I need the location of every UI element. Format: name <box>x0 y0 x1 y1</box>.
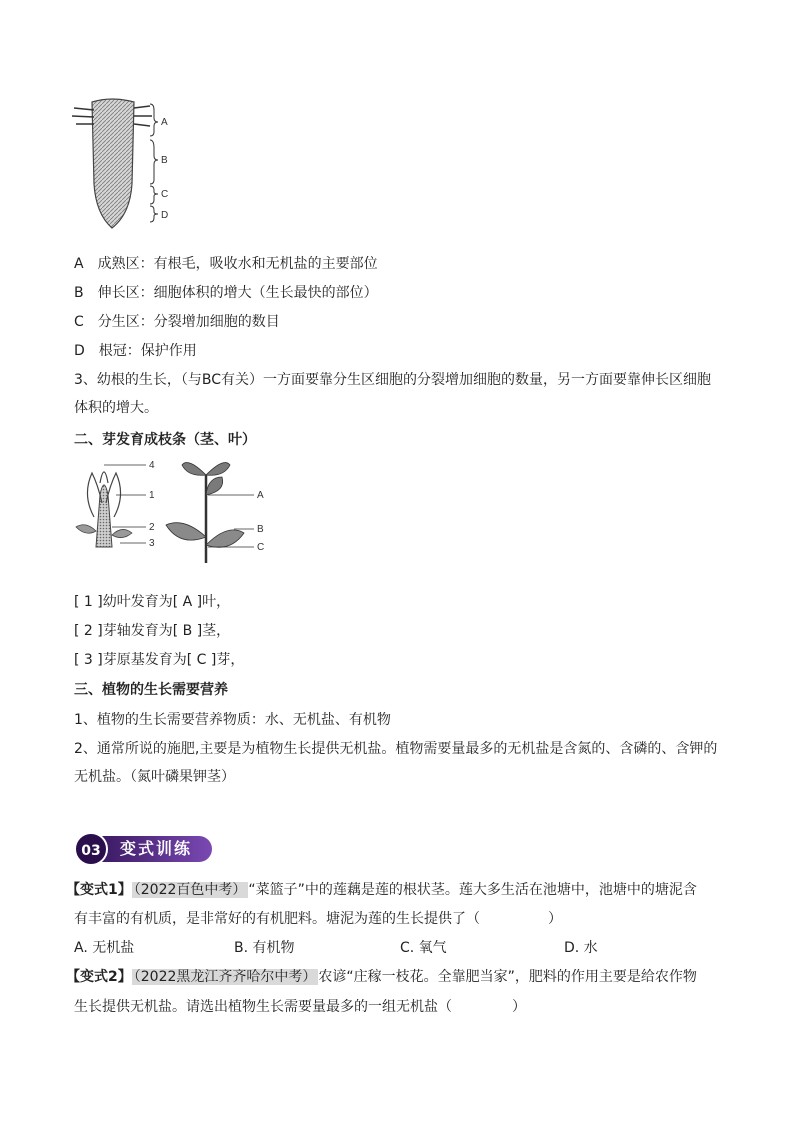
section3-title: 三、植物的生长需要营养 <box>74 682 228 698</box>
root-zone-c: C 分生区：分裂增加细胞的数目 <box>74 314 280 330</box>
nutrition-p2-line1: 2、通常所说的施肥,主要是为植物生长提供无机盐。植物需要量最多的无机盐是含氮的、含磷的、含钾的 <box>74 741 718 757</box>
q1-line2 <box>74 909 562 929</box>
shoot-leaf-right <box>206 530 244 547</box>
bud-label-4: 4 <box>149 460 155 471</box>
banner-title: 变式训练 <box>100 836 212 862</box>
shoot-leaf-upper <box>206 477 223 495</box>
q2-text-line2: 生长提供无机盐。请选出植物生长需要量最多的一组无机盐（ <box>74 999 452 1015</box>
bud-label-2: 2 <box>149 522 155 533</box>
bud-primordium-left <box>76 525 96 534</box>
shoot-leaf-left <box>166 523 206 540</box>
bud-item-2: [ 2 ]芽轴发育为[ B ]茎， <box>74 623 231 639</box>
root-label-a: A <box>161 117 168 128</box>
root-tip-figure <box>70 96 180 232</box>
bud-label-3: 3 <box>149 538 155 549</box>
zone-braces <box>150 104 158 222</box>
q1-option-a[interactable]: A. 无机盐 <box>74 940 135 956</box>
nutrition-p2-line2: 无机盐。（氮叶磷果钾茎） <box>74 769 235 785</box>
root-zone-a: A 成熟区：有根毛，吸收水和无机盐的主要部位 <box>74 256 378 272</box>
q1-option-d[interactable]: D. 水 <box>564 940 598 956</box>
section2-title: 二、芽发育成枝条（茎、叶） <box>74 432 256 448</box>
root-label-c: C <box>161 189 169 200</box>
q1-text-line2: 有丰富的有机质，是非常好的有机肥料。塘泥为莲的生长提供了（ <box>74 911 480 927</box>
bud-item-3: [ 3 ]芽原基发育为[ C ]芽， <box>74 652 245 668</box>
root-zone-d: D 根冠：保护作用 <box>74 343 197 359</box>
shoot-label-c: C <box>257 542 265 553</box>
root-label-b: B <box>161 155 168 166</box>
q2-line1 <box>66 967 697 987</box>
bud-primordium-right <box>112 529 132 537</box>
section-banner <box>74 832 214 866</box>
bud-label-1: 1 <box>149 490 155 501</box>
root-growth-line1: 3、幼根的生长，（与BC有关）一方面要靠分生区细胞的分裂增加细胞的数量，另一方面要靠伸长区细胞 <box>74 372 712 388</box>
bud-axis <box>96 485 112 547</box>
q2-close-paren: ） <box>512 999 526 1015</box>
q2-text-line1: 农谚“庄稼一枝花。全靠肥当家”，肥料的作用主要是给农作物 <box>318 969 697 985</box>
nutrition-p1: 1、植物的生长需要营养物质：水、无机盐、有机物 <box>74 712 391 728</box>
q2-line2 <box>74 997 526 1017</box>
q1-source: （2022百色中考） <box>133 882 247 898</box>
root-growth-line2: 体积的增大。 <box>74 400 158 416</box>
q1-text-line1: “菜篮子”中的莲藕是莲的根状茎。莲大多生活在池塘中，池塘中的塘泥含 <box>248 882 697 898</box>
bud-item-1: [ 1 ]幼叶发育为[ A ]叶， <box>74 594 231 610</box>
bud-figure <box>72 455 172 555</box>
root-body <box>92 99 134 228</box>
q1-option-b[interactable]: B. 有机物 <box>234 940 295 956</box>
q1-close-paren: ） <box>548 911 562 927</box>
q2-source: （2022黑龙江齐齐哈尔中考） <box>133 969 317 985</box>
root-zone-b: B 伸长区：细胞体积的增大（生长最快的部位） <box>74 285 378 301</box>
q1-line1 <box>66 880 697 900</box>
shoot-label-a: A <box>257 490 264 501</box>
banner-number: 03 <box>74 832 108 866</box>
q1-tag: 【变式1】 <box>66 882 132 898</box>
shoot-top-leaf-right <box>206 463 230 476</box>
shoot-top-leaf-left <box>182 463 206 476</box>
shoot-figure <box>158 455 268 565</box>
q2-tag: 【变式2】 <box>66 969 132 985</box>
bud-tip <box>100 472 108 483</box>
q1-option-c[interactable]: C. 氧气 <box>400 940 447 956</box>
shoot-label-b: B <box>257 524 264 535</box>
root-label-d: D <box>161 210 169 221</box>
